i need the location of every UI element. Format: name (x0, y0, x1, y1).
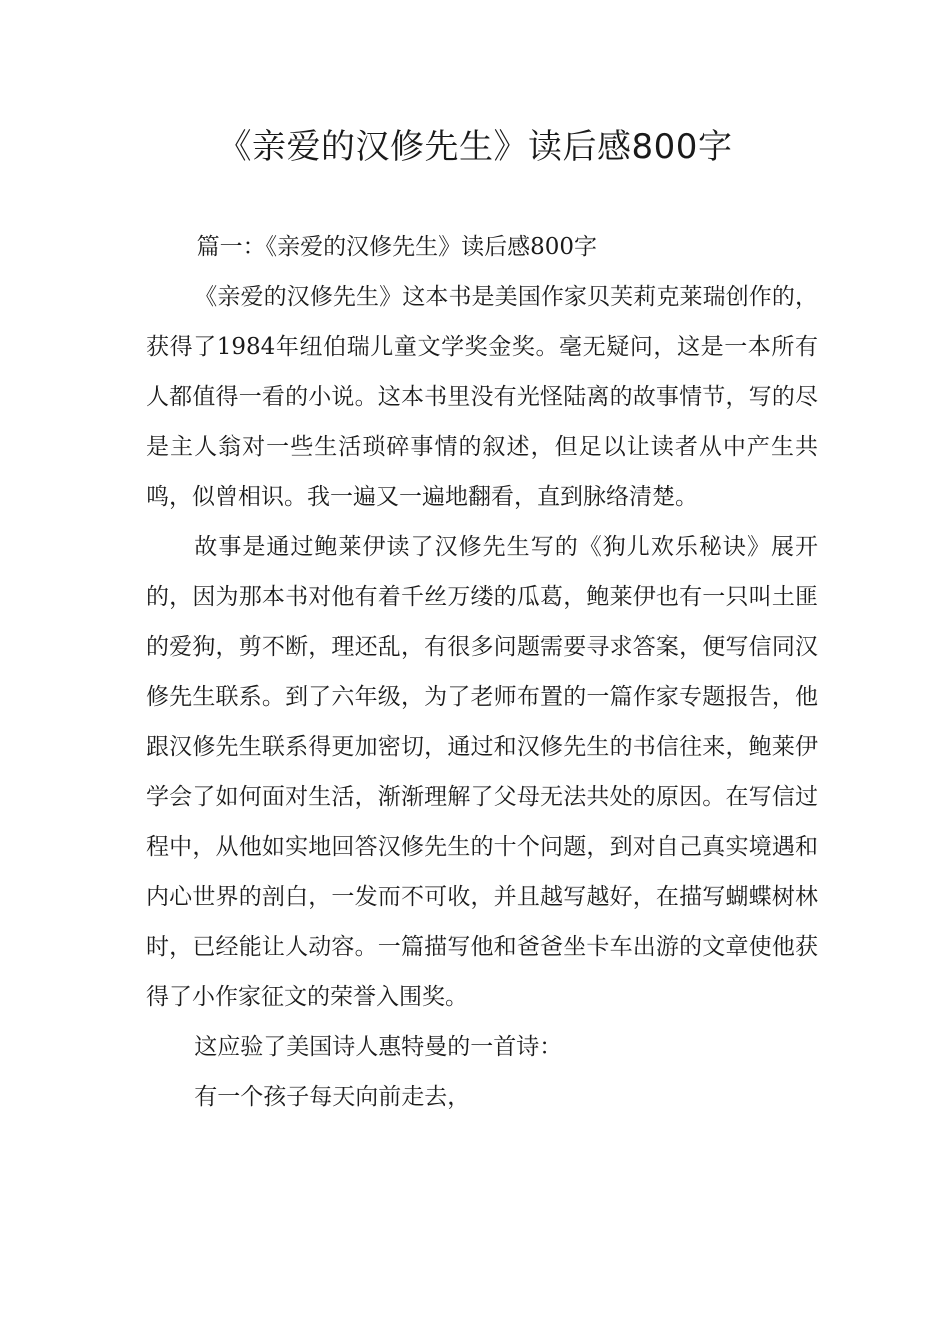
document-title: 《亲爱的汉修先生》读后感800字 (217, 127, 733, 167)
document-body (146, 222, 818, 1122)
paragraph-poem-intro: 这应验了美国诗人惠特曼的一首诗： (194, 1034, 563, 1060)
paragraph-intro: 《亲爱的汉修先生》这本书是美国作家贝芙莉克莱瑞创作的，获得了1984年纽伯瑞儿童文学奖金奖。毫无疑问，这是一本所有人都值得一看的小说。这本书里没有光怪陆离的故事情节，写的尽是主人翁对一些生活琐碎事情的叙述，但足以让读者从中产生共鸣，似曾相识。我一遍又一遍地翻看，直到脉络清楚。 (146, 284, 818, 510)
section-heading: 篇一：《亲爱的汉修先生》读后感800字 (196, 234, 597, 260)
paragraph-story: 故事是通过鲍莱伊读了汉修先生写的《狗儿欢乐秘诀》展开的，因为那本书对他有着千丝万缕的瓜葛，鲍莱伊也有一只叫土匪的爱狗，剪不断，理还乱，有很多问题需要寻求答案，便写信同汉修先生联系。到了六年级，为了老师布置的一篇作家专题报告，他跟汉修先生联系得更加密切，通过和汉修先生的书信往来，鲍莱伊学会了如何面对生活，渐渐理解了父母无法共处的原因。在写信过程中，从他如实地回答汉修先生的十个问题，到对自己真实境遇和内心世界的剖白，一发而不可收，并且越写越好，在描写蝴蝶树林时，已经能让人动容。一篇描写他和爸爸坐卡车出游的文章使他获得了小作家征文的荣誉入围奖。 (146, 534, 818, 1010)
poem-line: 有一个孩子每天向前走去， (194, 1084, 471, 1110)
